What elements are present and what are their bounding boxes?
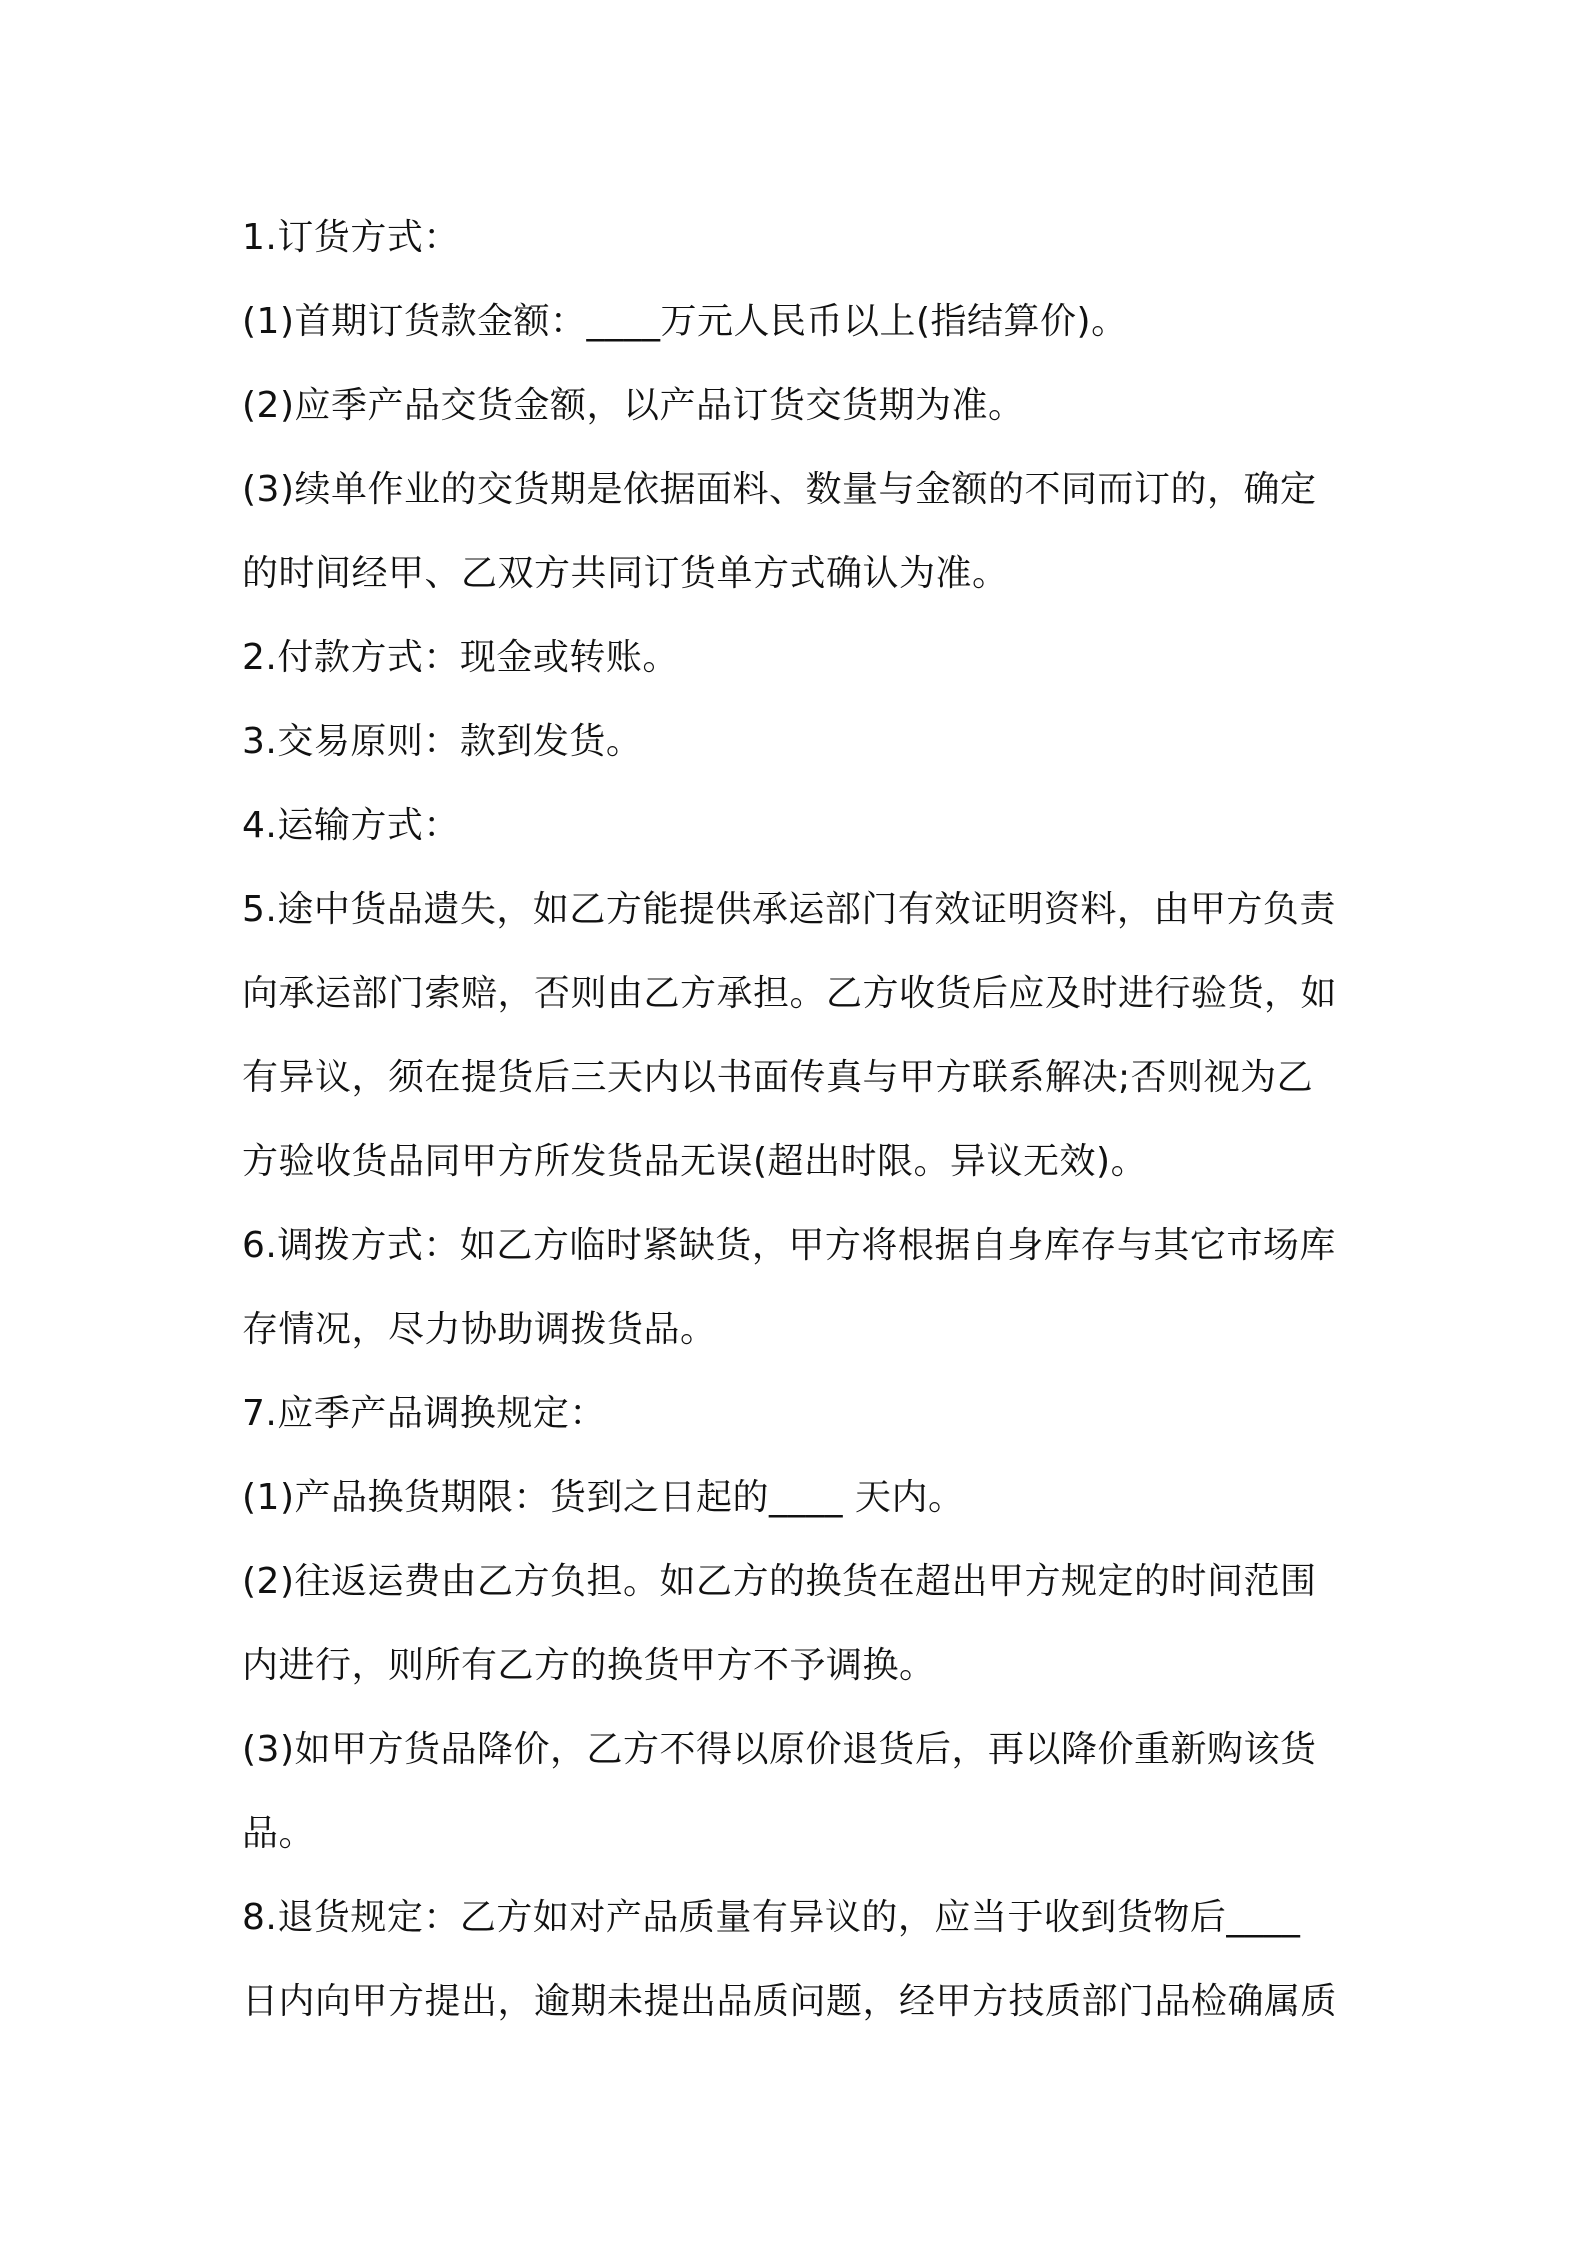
clause-line: (1)首期订货款金额：____万元人民币以上(指结算价)。: [242, 301, 1128, 342]
clause-line: 向承运部门索赔，否则由乙方承担。乙方收货后应及时进行验货，如: [242, 973, 1338, 1014]
clause-line: (3)续单作业的交货期是依据面料、数量与金额的不同而订的，确定: [242, 469, 1317, 510]
clause-line: (2)往返运费由乙方负担。如乙方的换货在超出甲方规定的时间范围: [242, 1561, 1317, 1602]
clause-line: 日内向甲方提出，逾期未提出品质问题，经甲方技质部门品检确属质: [242, 1981, 1338, 2022]
contract-text: [242, 196, 1354, 2044]
heading-transport-method: 4.运输方式：: [242, 805, 460, 846]
heading-ordering-method: 1.订货方式：: [242, 217, 460, 258]
clause-line: (3)如甲方货品降价，乙方不得以原价退货后，再以降价重新购该货: [242, 1729, 1317, 1770]
clause-line: 方验收货品同甲方所发货品无误(超出时限。异议无效)。: [242, 1141, 1148, 1182]
clause-line: (1)产品换货期限：货到之日起的____ 天内。: [242, 1477, 965, 1518]
heading-exchange-rules: 7.应季产品调换规定：: [242, 1393, 606, 1434]
clause-line: 存情况，尽力协助调拨货品。: [242, 1309, 717, 1350]
clause-line: 6.调拨方式：如乙方临时紧缺货，甲方将根据自身库存与其它市场库: [242, 1225, 1336, 1266]
clause-line: 的时间经甲、乙双方共同订货单方式确认为准。: [242, 553, 1009, 594]
clause-line: 5.途中货品遗失，如乙方能提供承运部门有效证明资料，由甲方负责: [242, 889, 1336, 930]
heading-return-rules: 8.退货规定：乙方如对产品质量有异议的，应当于收到货物后____: [242, 1897, 1301, 1938]
clause-line: 有异议，须在提货后三天内以书面传真与甲方联系解决;否则视为乙: [242, 1057, 1314, 1098]
clause-line: 品。: [242, 1813, 316, 1854]
heading-trade-principle: 3.交易原则：款到发货。: [242, 721, 643, 762]
clause-line: (2)应季产品交货金额，以产品订货交货期为准。: [242, 385, 1025, 426]
clause-line: 内进行，则所有乙方的换货甲方不予调换。: [242, 1645, 936, 1686]
heading-payment-method: 2.付款方式：现金或转账。: [242, 637, 679, 678]
